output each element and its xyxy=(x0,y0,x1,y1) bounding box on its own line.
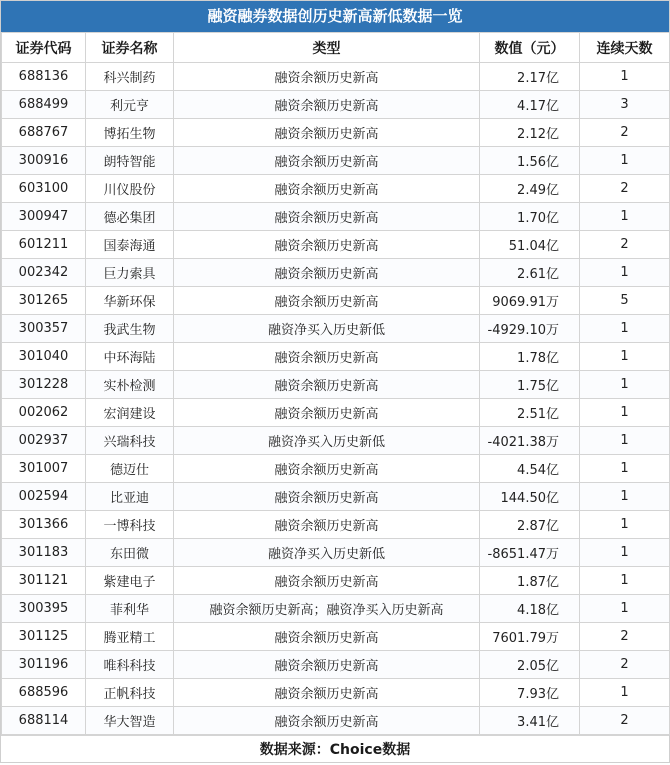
cell-days: 2 xyxy=(580,175,670,203)
cell-code: 300357 xyxy=(2,315,86,343)
table-row xyxy=(2,371,670,399)
cell-type: 融资余额历史新高 xyxy=(174,259,480,287)
cell-type: 融资余额历史新高；融资净买入历史新高 xyxy=(174,595,480,623)
cell-name: 我武生物 xyxy=(86,315,174,343)
table-row xyxy=(2,595,670,623)
cell-type: 融资余额历史新高 xyxy=(174,399,480,427)
header-name: 证券名称 xyxy=(86,33,174,63)
cell-value: 4.17亿 xyxy=(480,91,580,119)
header-type: 类型 xyxy=(174,33,480,63)
cell-type: 融资余额历史新高 xyxy=(174,679,480,707)
cell-days: 1 xyxy=(580,483,670,511)
cell-days: 2 xyxy=(580,623,670,651)
table-row xyxy=(2,287,670,315)
cell-days: 2 xyxy=(580,119,670,147)
table-row xyxy=(2,119,670,147)
cell-days: 1 xyxy=(580,399,670,427)
cell-name: 菲利华 xyxy=(86,595,174,623)
cell-name: 兴瑞科技 xyxy=(86,427,174,455)
cell-days: 1 xyxy=(580,539,670,567)
cell-type: 融资余额历史新高 xyxy=(174,119,480,147)
cell-type: 融资余额历史新高 xyxy=(174,707,480,735)
cell-days: 1 xyxy=(580,147,670,175)
cell-name: 科兴制药 xyxy=(86,63,174,91)
cell-days: 1 xyxy=(580,315,670,343)
cell-type: 融资余额历史新高 xyxy=(174,483,480,511)
header-code: 证券代码 xyxy=(2,33,86,63)
table-row xyxy=(2,315,670,343)
cell-value: 1.78亿 xyxy=(480,343,580,371)
cell-code: 002594 xyxy=(2,483,86,511)
cell-name: 中环海陆 xyxy=(86,343,174,371)
cell-name: 唯科科技 xyxy=(86,651,174,679)
cell-value: 7601.79万 xyxy=(480,623,580,651)
cell-days: 1 xyxy=(580,679,670,707)
cell-name: 正帆科技 xyxy=(86,679,174,707)
cell-days: 1 xyxy=(580,595,670,623)
cell-type: 融资余额历史新高 xyxy=(174,567,480,595)
cell-days: 1 xyxy=(580,203,670,231)
cell-value: 2.12亿 xyxy=(480,119,580,147)
cell-type: 融资净买入历史新低 xyxy=(174,315,480,343)
cell-name: 德迈仕 xyxy=(86,455,174,483)
cell-code: 301366 xyxy=(2,511,86,539)
cell-type: 融资余额历史新高 xyxy=(174,651,480,679)
cell-type: 融资余额历史新高 xyxy=(174,63,480,91)
cell-code: 688136 xyxy=(2,63,86,91)
cell-type: 融资余额历史新高 xyxy=(174,175,480,203)
cell-days: 1 xyxy=(580,343,670,371)
cell-type: 融资净买入历史新低 xyxy=(174,427,480,455)
cell-type: 融资余额历史新高 xyxy=(174,203,480,231)
cell-value: 1.70亿 xyxy=(480,203,580,231)
cell-days: 1 xyxy=(580,371,670,399)
cell-name: 巨力索具 xyxy=(86,259,174,287)
cell-code: 002062 xyxy=(2,399,86,427)
cell-code: 002937 xyxy=(2,427,86,455)
cell-code: 603100 xyxy=(2,175,86,203)
cell-code: 688114 xyxy=(2,707,86,735)
cell-type: 融资余额历史新高 xyxy=(174,343,480,371)
table-row xyxy=(2,147,670,175)
cell-type: 融资净买入历史新低 xyxy=(174,539,480,567)
cell-code: 002342 xyxy=(2,259,86,287)
cell-value: -4929.10万 xyxy=(480,315,580,343)
cell-days: 1 xyxy=(580,455,670,483)
cell-name: 紫建电子 xyxy=(86,567,174,595)
cell-type: 融资余额历史新高 xyxy=(174,147,480,175)
cell-name: 利元亨 xyxy=(86,91,174,119)
cell-value: 2.87亿 xyxy=(480,511,580,539)
cell-value: 1.56亿 xyxy=(480,147,580,175)
cell-value: 144.50亿 xyxy=(480,483,580,511)
cell-code: 301040 xyxy=(2,343,86,371)
cell-code: 301125 xyxy=(2,623,86,651)
cell-type: 融资余额历史新高 xyxy=(174,371,480,399)
table-row xyxy=(2,455,670,483)
table-row xyxy=(2,259,670,287)
cell-name: 博拓生物 xyxy=(86,119,174,147)
cell-code: 301228 xyxy=(2,371,86,399)
cell-name: 比亚迪 xyxy=(86,483,174,511)
cell-code: 688499 xyxy=(2,91,86,119)
cell-name: 一博科技 xyxy=(86,511,174,539)
table-title: 融资融券数据创历史新高新低数据一览 xyxy=(1,1,669,32)
header-row xyxy=(2,33,670,63)
cell-value: 4.18亿 xyxy=(480,595,580,623)
cell-days: 2 xyxy=(580,651,670,679)
table-row xyxy=(2,567,670,595)
cell-days: 1 xyxy=(580,567,670,595)
cell-name: 国泰海通 xyxy=(86,231,174,259)
cell-days: 2 xyxy=(580,231,670,259)
cell-value: 51.04亿 xyxy=(480,231,580,259)
cell-type: 融资余额历史新高 xyxy=(174,231,480,259)
cell-type: 融资余额历史新高 xyxy=(174,511,480,539)
cell-value: 9069.91万 xyxy=(480,287,580,315)
table-row xyxy=(2,91,670,119)
table-row xyxy=(2,175,670,203)
table-row xyxy=(2,427,670,455)
cell-name: 实朴检测 xyxy=(86,371,174,399)
cell-name: 川仪股份 xyxy=(86,175,174,203)
cell-name: 德必集团 xyxy=(86,203,174,231)
cell-name: 宏润建设 xyxy=(86,399,174,427)
cell-code: 301196 xyxy=(2,651,86,679)
cell-code: 300395 xyxy=(2,595,86,623)
cell-value: -8651.47万 xyxy=(480,539,580,567)
cell-type: 融资余额历史新高 xyxy=(174,623,480,651)
cell-days: 5 xyxy=(580,287,670,315)
cell-name: 腾亚精工 xyxy=(86,623,174,651)
cell-code: 301183 xyxy=(2,539,86,567)
cell-days: 1 xyxy=(580,511,670,539)
cell-value: 2.51亿 xyxy=(480,399,580,427)
cell-value: 2.61亿 xyxy=(480,259,580,287)
cell-days: 1 xyxy=(580,427,670,455)
table-row xyxy=(2,707,670,735)
margin-trading-table xyxy=(1,32,670,735)
cell-type: 融资余额历史新高 xyxy=(174,455,480,483)
table-row xyxy=(2,231,670,259)
cell-value: 1.75亿 xyxy=(480,371,580,399)
cell-value: 7.93亿 xyxy=(480,679,580,707)
cell-type: 融资余额历史新高 xyxy=(174,287,480,315)
table-row xyxy=(2,651,670,679)
table-row xyxy=(2,483,670,511)
table-row xyxy=(2,63,670,91)
table-row xyxy=(2,511,670,539)
cell-code: 301007 xyxy=(2,455,86,483)
cell-days: 1 xyxy=(580,63,670,91)
cell-days: 2 xyxy=(580,707,670,735)
cell-value: 1.87亿 xyxy=(480,567,580,595)
cell-code: 300947 xyxy=(2,203,86,231)
cell-name: 东田微 xyxy=(86,539,174,567)
cell-value: 2.05亿 xyxy=(480,651,580,679)
table-row xyxy=(2,203,670,231)
cell-value: 3.41亿 xyxy=(480,707,580,735)
cell-code: 300916 xyxy=(2,147,86,175)
cell-name: 朗特智能 xyxy=(86,147,174,175)
cell-code: 688767 xyxy=(2,119,86,147)
cell-type: 融资余额历史新高 xyxy=(174,91,480,119)
cell-name: 华新环保 xyxy=(86,287,174,315)
cell-days: 1 xyxy=(580,259,670,287)
cell-name: 华大智造 xyxy=(86,707,174,735)
cell-code: 601211 xyxy=(2,231,86,259)
source-footer: 数据来源：Choice数据 xyxy=(1,735,669,765)
cell-code: 688596 xyxy=(2,679,86,707)
cell-value: -4021.38万 xyxy=(480,427,580,455)
cell-code: 301121 xyxy=(2,567,86,595)
table-row xyxy=(2,399,670,427)
table-row xyxy=(2,623,670,651)
cell-value: 4.54亿 xyxy=(480,455,580,483)
cell-code: 301265 xyxy=(2,287,86,315)
cell-value: 2.17亿 xyxy=(480,63,580,91)
cell-value: 2.49亿 xyxy=(480,175,580,203)
cell-days: 3 xyxy=(580,91,670,119)
header-days: 连续天数 xyxy=(580,33,670,63)
table-row xyxy=(2,539,670,567)
header-value: 数值（元） xyxy=(480,33,580,63)
table-body xyxy=(2,63,670,735)
table-row xyxy=(2,343,670,371)
table-row xyxy=(2,679,670,707)
